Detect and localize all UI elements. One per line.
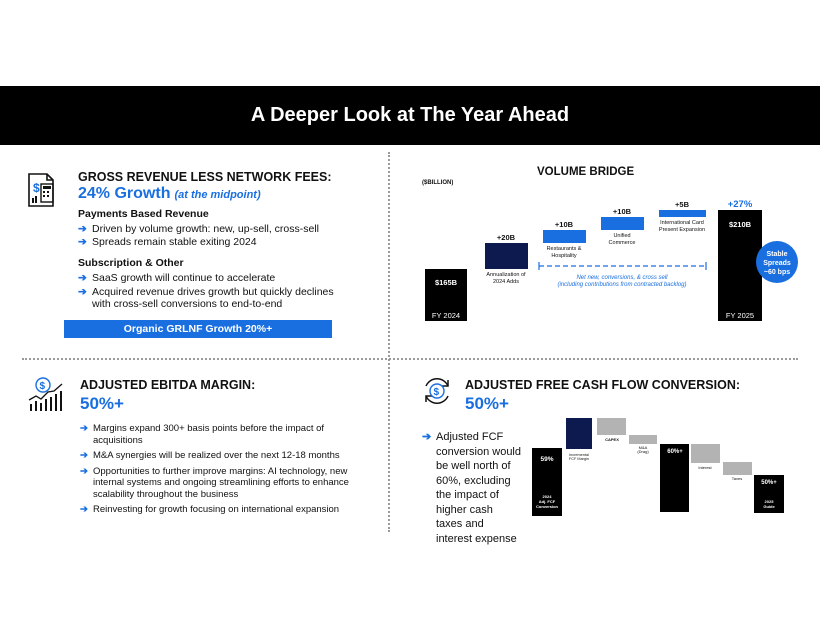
badge-line: Spreads — [763, 260, 791, 267]
bar-label: CAPEX — [605, 437, 619, 442]
list-item: ➔ M&A synergies will be realized over the next 12-18 months — [80, 450, 340, 461]
bar-value: 59% — [540, 456, 554, 463]
bar-fy2025-label: FY 2025 — [725, 311, 755, 320]
subscription-heading: Subscription & Other — [78, 257, 184, 269]
growth-chart-dollar-icon — [26, 376, 66, 412]
badge-line: ~60 bps — [763, 269, 791, 276]
bar-label: (Drag) — [637, 449, 649, 454]
revenue-heading: GROSS REVENUE LESS NETWORK FEES: — [78, 170, 332, 184]
bar-step-international — [659, 210, 706, 217]
calculator-dollar-icon — [26, 172, 60, 208]
svg-text:$: $ — [33, 181, 40, 195]
step-value: +10B — [612, 207, 632, 216]
arrow-right-icon: ➔ — [80, 504, 88, 515]
step-label: Commerce — [608, 240, 636, 246]
volume-bridge-unit: ($BILLION) — [422, 180, 454, 186]
list-item: ➔ Driven by volume growth: new, up-sell, cross-sell — [78, 223, 320, 235]
payments-bullets — [78, 223, 378, 248]
bar-label: Interest — [698, 465, 712, 470]
bar-step-unified-commerce — [601, 217, 644, 230]
page-title: A Deeper Look at The Year Ahead — [250, 104, 570, 126]
ebitda-heading: ADJUSTED EBITDA MARGIN: — [80, 378, 256, 392]
arrow-right-icon: ➔ — [80, 450, 88, 461]
bracket-label: Net new, conversions, & cross sell — [576, 275, 668, 281]
revenue-growth — [78, 185, 261, 203]
bar-label: FCF Margin — [568, 457, 590, 461]
step-label: Restaurants & — [546, 246, 582, 252]
bar-ma-drag — [629, 435, 657, 444]
subscription-bullets — [78, 272, 338, 311]
list-item: ➔ SaaS growth will continue to accelerate — [78, 272, 276, 284]
horizontal-divider — [22, 358, 798, 360]
bar-fy2024-label: FY 2024 — [431, 311, 461, 320]
list-item: ➔ Acquired revenue drives growth but quickly declines with cross-sell conversions to end-to-end — [78, 285, 334, 310]
volume-bridge-chart — [400, 190, 800, 326]
fcf-bullet: ➔ Adjusted FCF conversion would be well north of 60%, excluding the impact of higher cash taxes and interest expense — [422, 431, 521, 545]
step-label: International Card — [660, 220, 704, 226]
bar-label: Guide — [763, 504, 775, 509]
end-growth: +27% — [727, 199, 753, 210]
fcf-heading: ADJUSTED FREE CASH FLOW CONVERSION: — [465, 378, 741, 392]
bar-label: M&A — [638, 445, 648, 450]
list-item: ➔ Margins expand 300+ basis points before the impact of acquisitions — [80, 423, 325, 446]
svg-text:$: $ — [433, 387, 440, 398]
arrow-right-icon: ➔ — [80, 465, 88, 477]
list-item: ➔ Opportunities to further improve margins: AI technology, new internal systems and ongoing streamlining efforts to enhance scalability throughout the business — [80, 465, 349, 500]
ebitda-value: 50%+ — [80, 394, 124, 413]
vertical-divider — [388, 152, 390, 532]
bar-incremental — [566, 418, 592, 449]
bar-interest — [691, 444, 720, 463]
arrow-right-icon: ➔ — [78, 223, 87, 235]
step-label: Unified — [613, 233, 631, 239]
revenue-growth-note: (at the midpoint) — [174, 189, 261, 201]
arrow-right-icon: ➔ — [80, 423, 88, 434]
bar-value: 50%+ — [761, 480, 777, 486]
arrow-right-icon: ➔ — [422, 431, 432, 443]
svg-text:$: $ — [39, 381, 46, 392]
page-title-banner — [0, 86, 820, 145]
bar-taxes — [723, 462, 752, 475]
bar-label: Taxes — [731, 476, 743, 481]
step-label: 2024 Adds — [493, 279, 519, 285]
step-value: +20B — [496, 233, 516, 242]
step-value: +5B — [675, 200, 689, 209]
step-label: Present Expansion — [658, 227, 706, 233]
step-label: Hospitality — [551, 253, 577, 259]
badge-line: Stable — [766, 251, 788, 258]
bracket-label: (including contributions from contracted backlog) — [557, 282, 687, 288]
bar-label: 2024 — [542, 494, 552, 499]
fcf-value: 50%+ — [465, 394, 509, 413]
bar-capex — [597, 418, 626, 435]
arrow-right-icon: ➔ — [78, 272, 87, 284]
bar-label: Adj. FCF — [538, 499, 556, 504]
bar-fy2025-value: $210B — [728, 220, 752, 229]
bar-label: Incremental — [569, 453, 589, 457]
fcf-waterfall-chart — [530, 412, 790, 520]
bar-value: 60%+ — [667, 449, 683, 455]
ebitda-bullets — [80, 423, 370, 516]
step-label: Annualization of — [486, 272, 526, 278]
bar-fy2024-value: $165B — [434, 278, 458, 287]
bar-step-restaurants — [543, 230, 586, 243]
bar-label: Conversion — [535, 504, 559, 509]
step-value: +10B — [554, 220, 574, 229]
bar-step-annualization — [485, 243, 528, 269]
revenue-growth-value: 24% Growth — [78, 185, 171, 202]
organic-growth-bar: Organic GRLNF Growth 20%+ — [64, 320, 332, 338]
cash-cycle-icon — [420, 374, 454, 408]
volume-bridge-title: VOLUME BRIDGE — [537, 166, 635, 178]
bar-label: 2025 — [764, 499, 774, 504]
arrow-right-icon: ➔ — [78, 285, 87, 298]
list-item: ➔ Spreads remain stable exiting 2024 — [78, 235, 257, 248]
arrow-right-icon: ➔ — [78, 235, 87, 248]
list-item: ➔ Reinvesting for growth focusing on international expansion — [80, 504, 340, 515]
payments-heading: Payments Based Revenue — [78, 208, 209, 220]
